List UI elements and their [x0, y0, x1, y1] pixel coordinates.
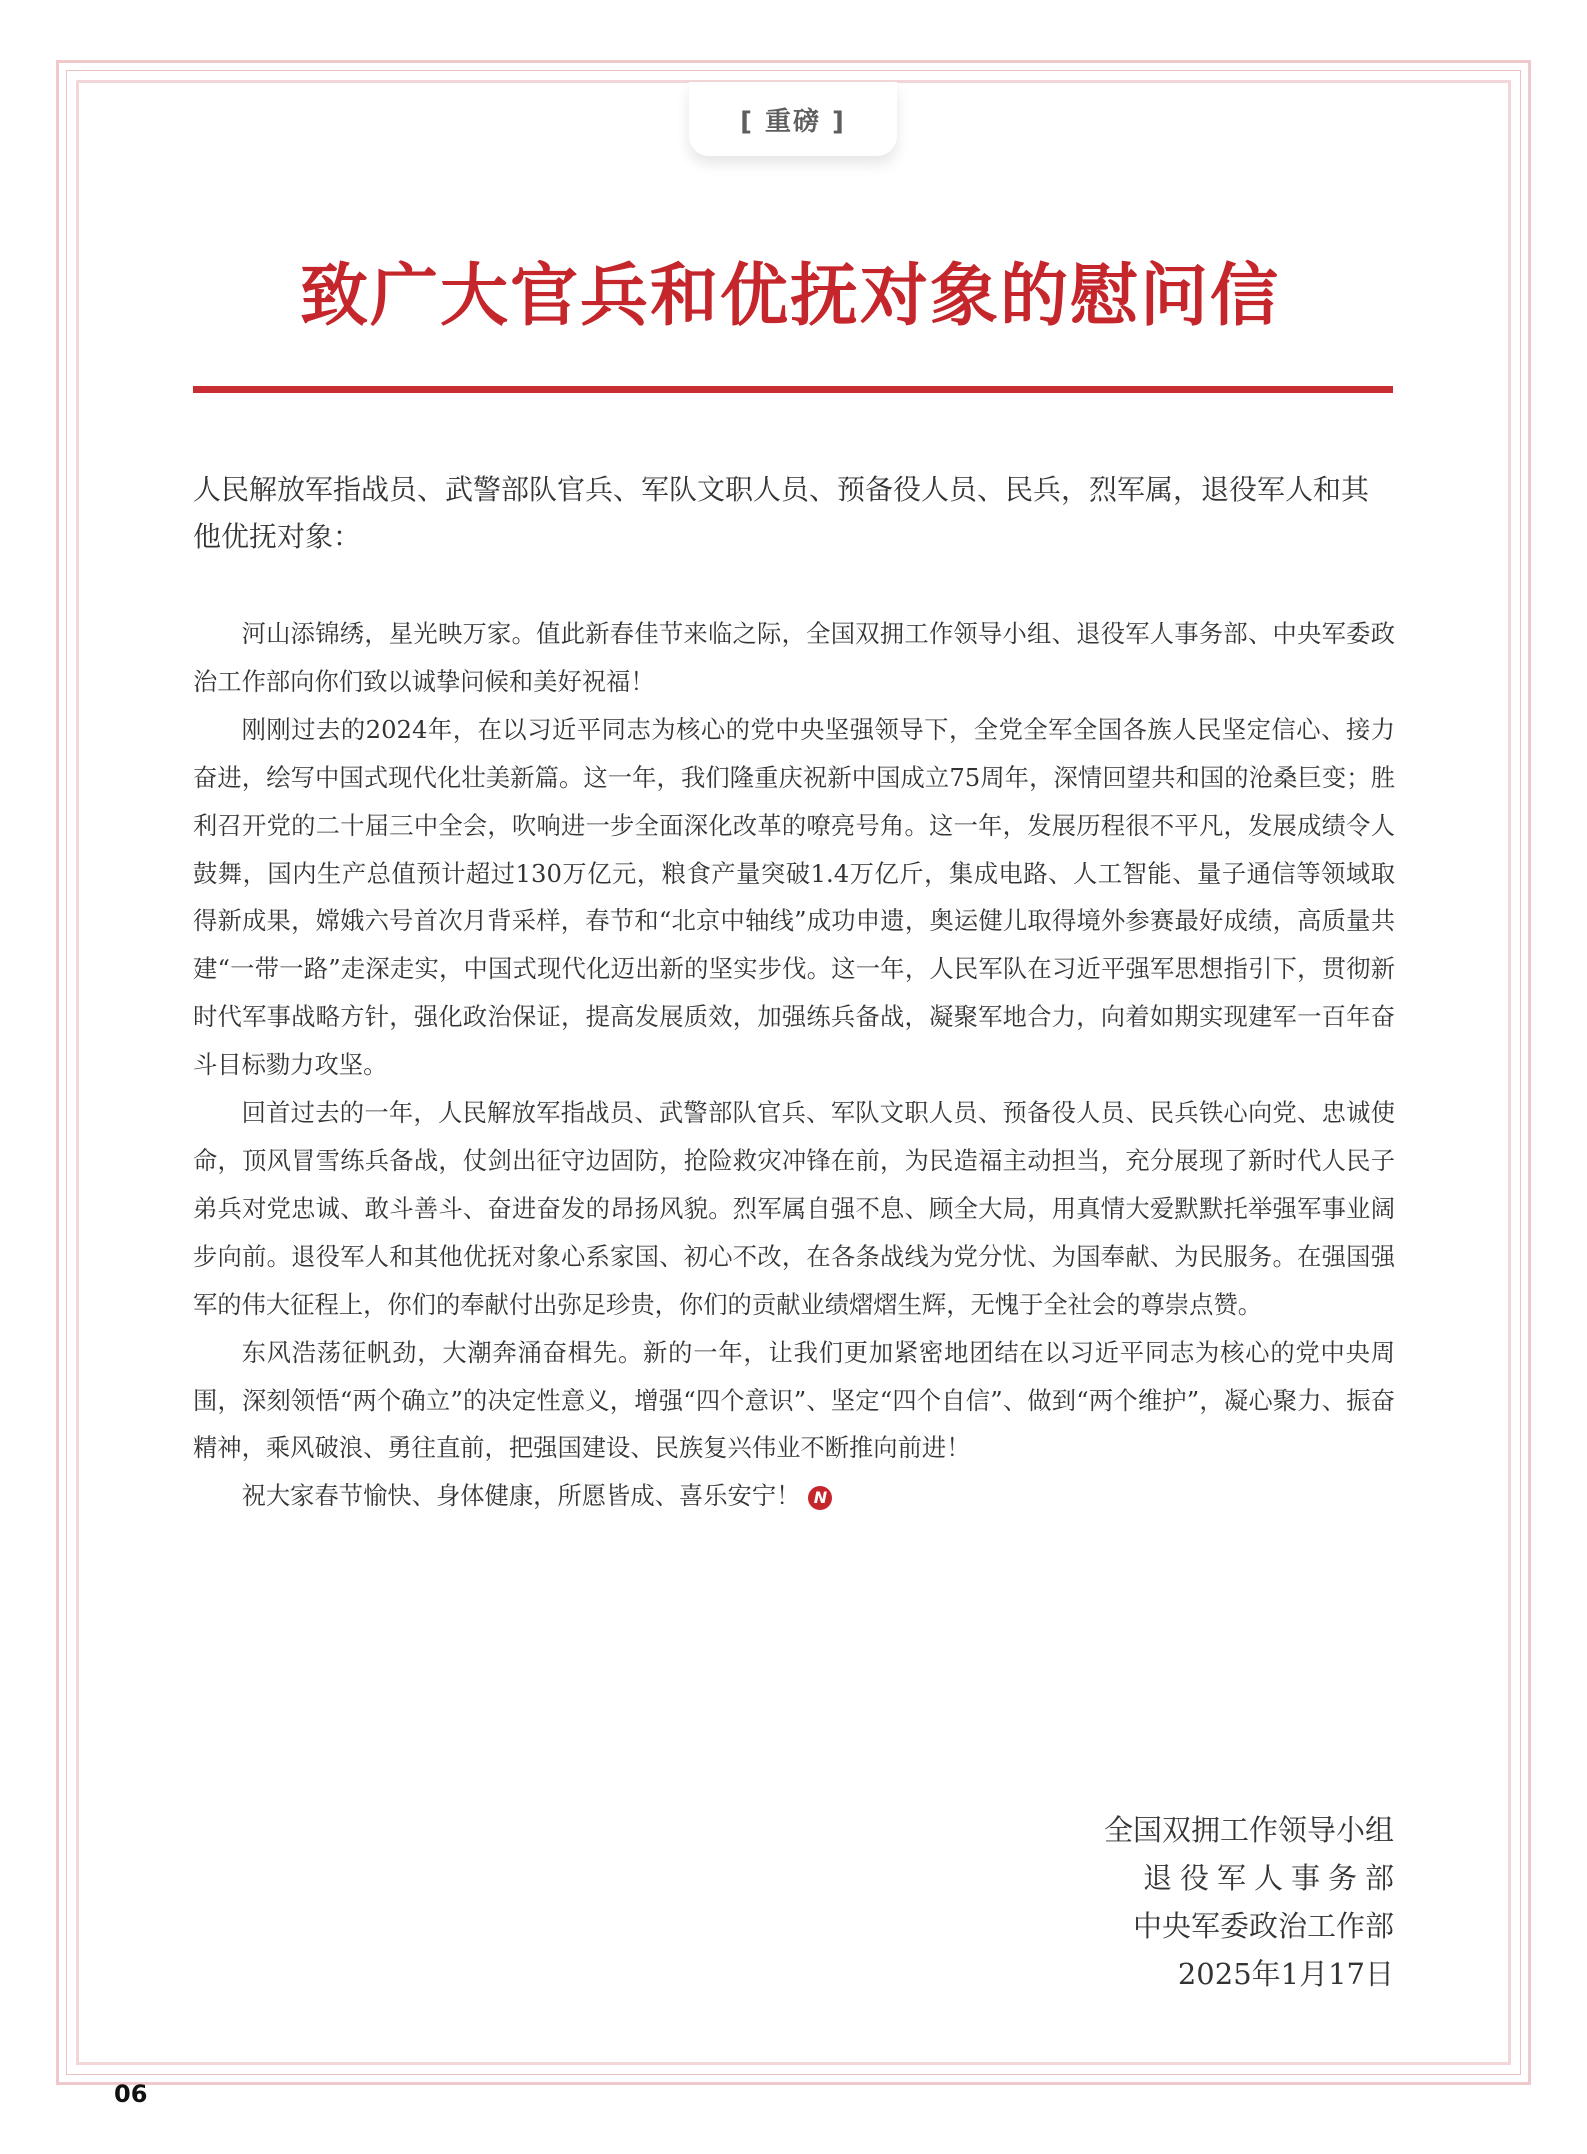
page-title: 致广大官兵和优抚对象的慰问信	[299, 256, 1280, 336]
paragraph-2: 刚刚过去的2024年，在以习近平同志为核心的党中央坚强领导下，全党全军全国各族人民坚定信心、接力奋进，绘写中国式现代化壮美新篇。这一年，我们隆重庆祝新中国成立75周年，深情回望共和国的沧桑巨变；胜利召开党的二十届三中全会，吹响进一步全面深化改革的嘹亮号角。这一年，发展历程很不平凡，发展成绩令人鼓舞，国内生产总值预计超过130万亿元，粮食产量突破1.4万亿斤，集成电路、人工智能、量子通信等领域取得新成果，嫦娥六号首次月背采样，春节和“北京中轴线”成功申遗，奥运健儿取得境外参赛最好成绩，高质量共建“一带一路”走深走实，中国式现代化迈出新的坚实步伐。这一年，人民军队在习近平强军思想指引下，贯彻新时代军事战略方针，强化政治保证，提高发展质效，加强练兵备战，凝聚军地合力，向着如期实现建军一百年奋斗目标勠力攻坚。	[193, 714, 1395, 1080]
salutation: 人民解放军指战员、武警部队官兵、军队文职人员、预备役人员、民兵，烈军属，退役军人和其他优抚对象：	[193, 473, 1370, 553]
signature-org-2: 退役军人事务部	[1142, 1861, 1402, 1895]
signature-block	[894, 1806, 1402, 1998]
paragraph-1: 河山添锦绣，星光映万家。值此新春佳节来临之际，全国双拥工作领导小组、退役军人事务部、中央军委政治工作部向你们致以诚挚问候和美好祝福！	[193, 619, 1395, 696]
paragraph-3: 回首过去的一年，人民解放军指战员、武警部队官兵、军队文职人员、预备役人员、民兵铁心向党、忠诚使命，顶风冒雪练兵备战，仗剑出征守边固防，抢险救灾冲锋在前，为民造福主动担当，充分展现了新时代人民子弟兵对党忠诚、敢斗善斗、奋进奋发的昂扬风貌。烈军属自强不息、顾全大局，用真情大爱默默托举强军事业阔步向前。退役军人和其他优抚对象心系家国、初心不改，在各条战线为党分忧、为国奉献、为民服务。在强国强军的伟大征程上，你们的奉献付出弥足珍贵，你们的贡献业绩熠熠生辉，无愧于全社会的尊崇点赞。	[193, 1098, 1395, 1319]
signature-org-1: 全国双拥工作领导小组	[1103, 1813, 1394, 1847]
page-number: 06	[114, 2080, 148, 2108]
paragraph-5	[193, 1472, 1395, 1520]
title-divider	[193, 386, 1393, 393]
end-mark-icon: N	[808, 1486, 832, 1510]
paragraph-5-text: 祝大家春节愉快、身体健康，所愿皆成、喜乐安宁！	[241, 1481, 801, 1511]
signature-date: 2025年1月17日	[1177, 1957, 1394, 1991]
letter-body	[193, 610, 1395, 1520]
paragraph-4: 东风浩荡征帆劲，大潮奔涌奋楫先。新的一年，让我们更加紧密地团结在以习近平同志为核心的党中央周围，深刻领悟“两个确立”的决定性意义，增强“四个意识”、坚定“四个自信”、做到“两个维护”，凝心聚力、振奋精神，乘风破浪、勇往直前，把强国建设、民族复兴伟业不断推向前进！	[193, 1337, 1395, 1463]
section-tag: [ 重磅 ]	[689, 82, 897, 156]
signature-org-3: 中央军委政治工作部	[1132, 1909, 1394, 1943]
